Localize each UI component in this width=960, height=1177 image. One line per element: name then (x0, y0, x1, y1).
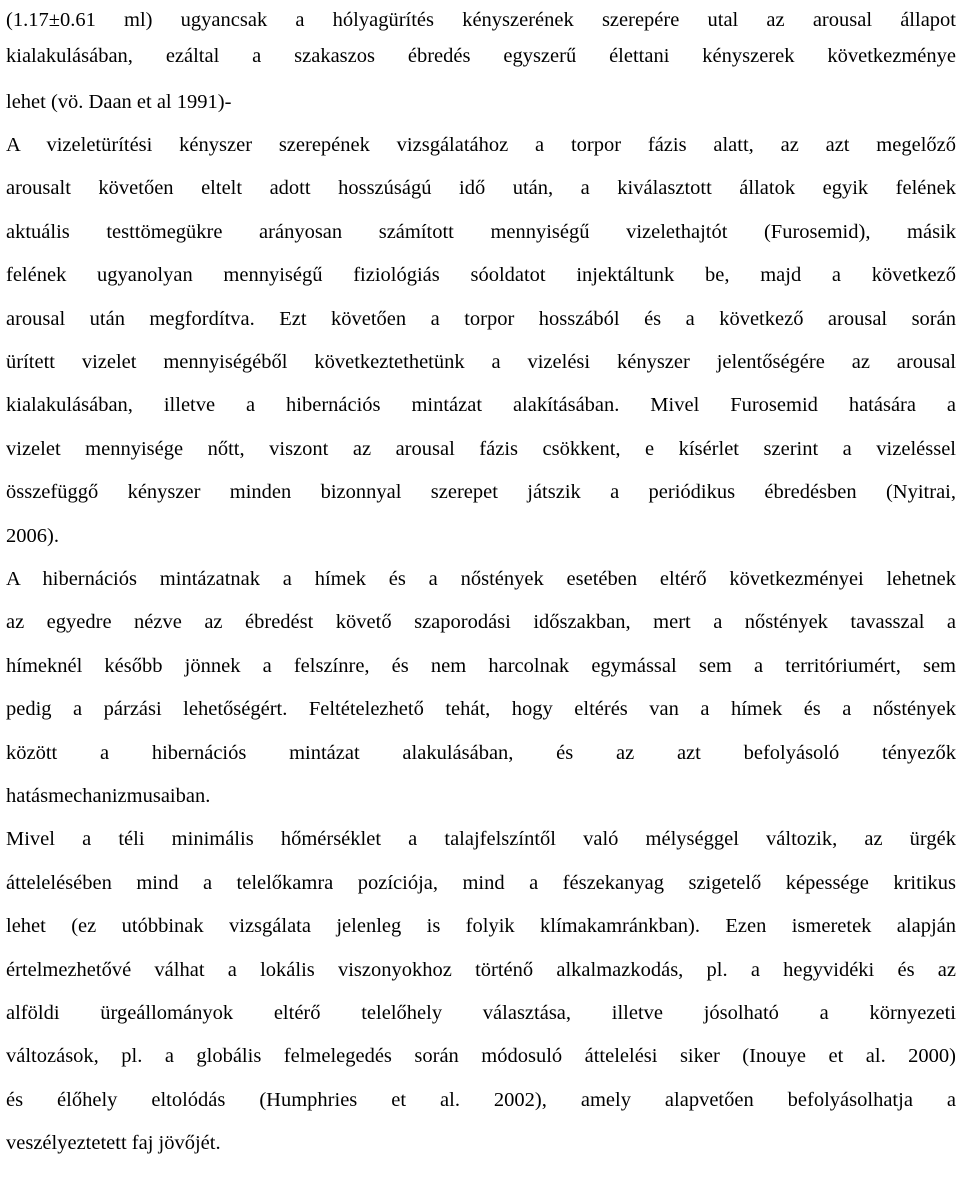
text-line: pedig a párzási lehetőségért. Feltételezhető tehát, hogy eltérés van a hímek és a nőstények (6, 698, 956, 720)
text-line: veszélyeztetett faj jövőjét. (6, 1132, 221, 1154)
text-line: az egyedre nézve az ébredést követő szaporodási időszakban, mert a nőstények tavasszal a (6, 611, 956, 633)
text-line: (1.17±0.61 ml) ugyancsak a hólyagürítés kényszerének szerepére utal az arousal állapot (6, 9, 956, 31)
text-line: arousal után megfordítva. Ezt követően a torpor hosszából és a következő arousal során (6, 308, 956, 330)
text-line: áttelelésében mind a telelőkamra pozíciója, mind a fészekanyag szigetelő képessége kritikus (6, 872, 956, 894)
text-line: hatásmechanizmusaiban. (6, 785, 211, 807)
text-line: arousalt követően eltelt adott hosszúságú idő után, a kiválasztott állatok egyik felének (6, 177, 956, 199)
text-line: értelmezhetővé válhat a lokális viszonyokhoz történő alkalmazkodás, pl. a hegyvidéki és az (6, 959, 956, 981)
text-line: változások, pl. a globális felmelegedés során módosuló áttelelési siker (Inouye et al. 2000) (6, 1045, 956, 1067)
text-line: kialakulásában, ezáltal a szakaszos ébredés egyszerű élettani kényszerek következménye (6, 45, 956, 67)
text-line: lehet (vö. Daan et al 1991)- (6, 91, 232, 113)
text-line: kialakulásában, illetve a hibernációs mintázat alakításában. Mivel Furosemid hatására a (6, 394, 956, 416)
text-line: aktuális testtömegükre arányosan számított mennyiségű vizelethajtót (Furosemid), másik (6, 221, 956, 243)
text-line: 2006). (6, 525, 59, 547)
text-line: ürített vizelet mennyiségéből következtethetünk a vizelési kényszer jelentőségére az arousal (6, 351, 956, 373)
text-line: között a hibernációs mintázat alakulásában, és az azt befolyásoló tényezők (6, 742, 956, 764)
text-line: lehet (ez utóbbinak vizsgálata jelenleg is folyik klímakamránkban). Ezen ismeretek alapján (6, 915, 956, 937)
text-line: felének ugyanolyan mennyiségű fiziológiás sóoldatot injektáltunk be, majd a következő (6, 264, 956, 286)
text-line: és élőhely eltolódás (Humphries et al. 2002), amely alapvetően befolyásolhatja a (6, 1089, 956, 1111)
text-line: alföldi ürgeállományok eltérő telelőhely választása, illetve jósolható a környezeti (6, 1002, 956, 1024)
text-line: vizelet mennyisége nőtt, viszont az arousal fázis csökkent, e kísérlet szerint a vizeléssel (6, 438, 956, 460)
text-line: hímeknél később jönnek a felszínre, és nem harcolnak egymással sem a territóriumért, sem (6, 655, 956, 677)
text-line: Mivel a téli minimális hőmérséklet a talajfelszíntől való mélységgel változik, az ürgék (6, 828, 956, 850)
text-line: A hibernációs mintázatnak a hímek és a nőstények esetében eltérő következményei lehetnek (6, 568, 956, 590)
text-line: A vizeletürítési kényszer szerepének vizsgálatához a torpor fázis alatt, az azt megelőző (6, 134, 956, 156)
text-line: összefüggő kényszer minden bizonnyal szerepet játszik a periódikus ébredésben (Nyitrai, (6, 481, 956, 503)
